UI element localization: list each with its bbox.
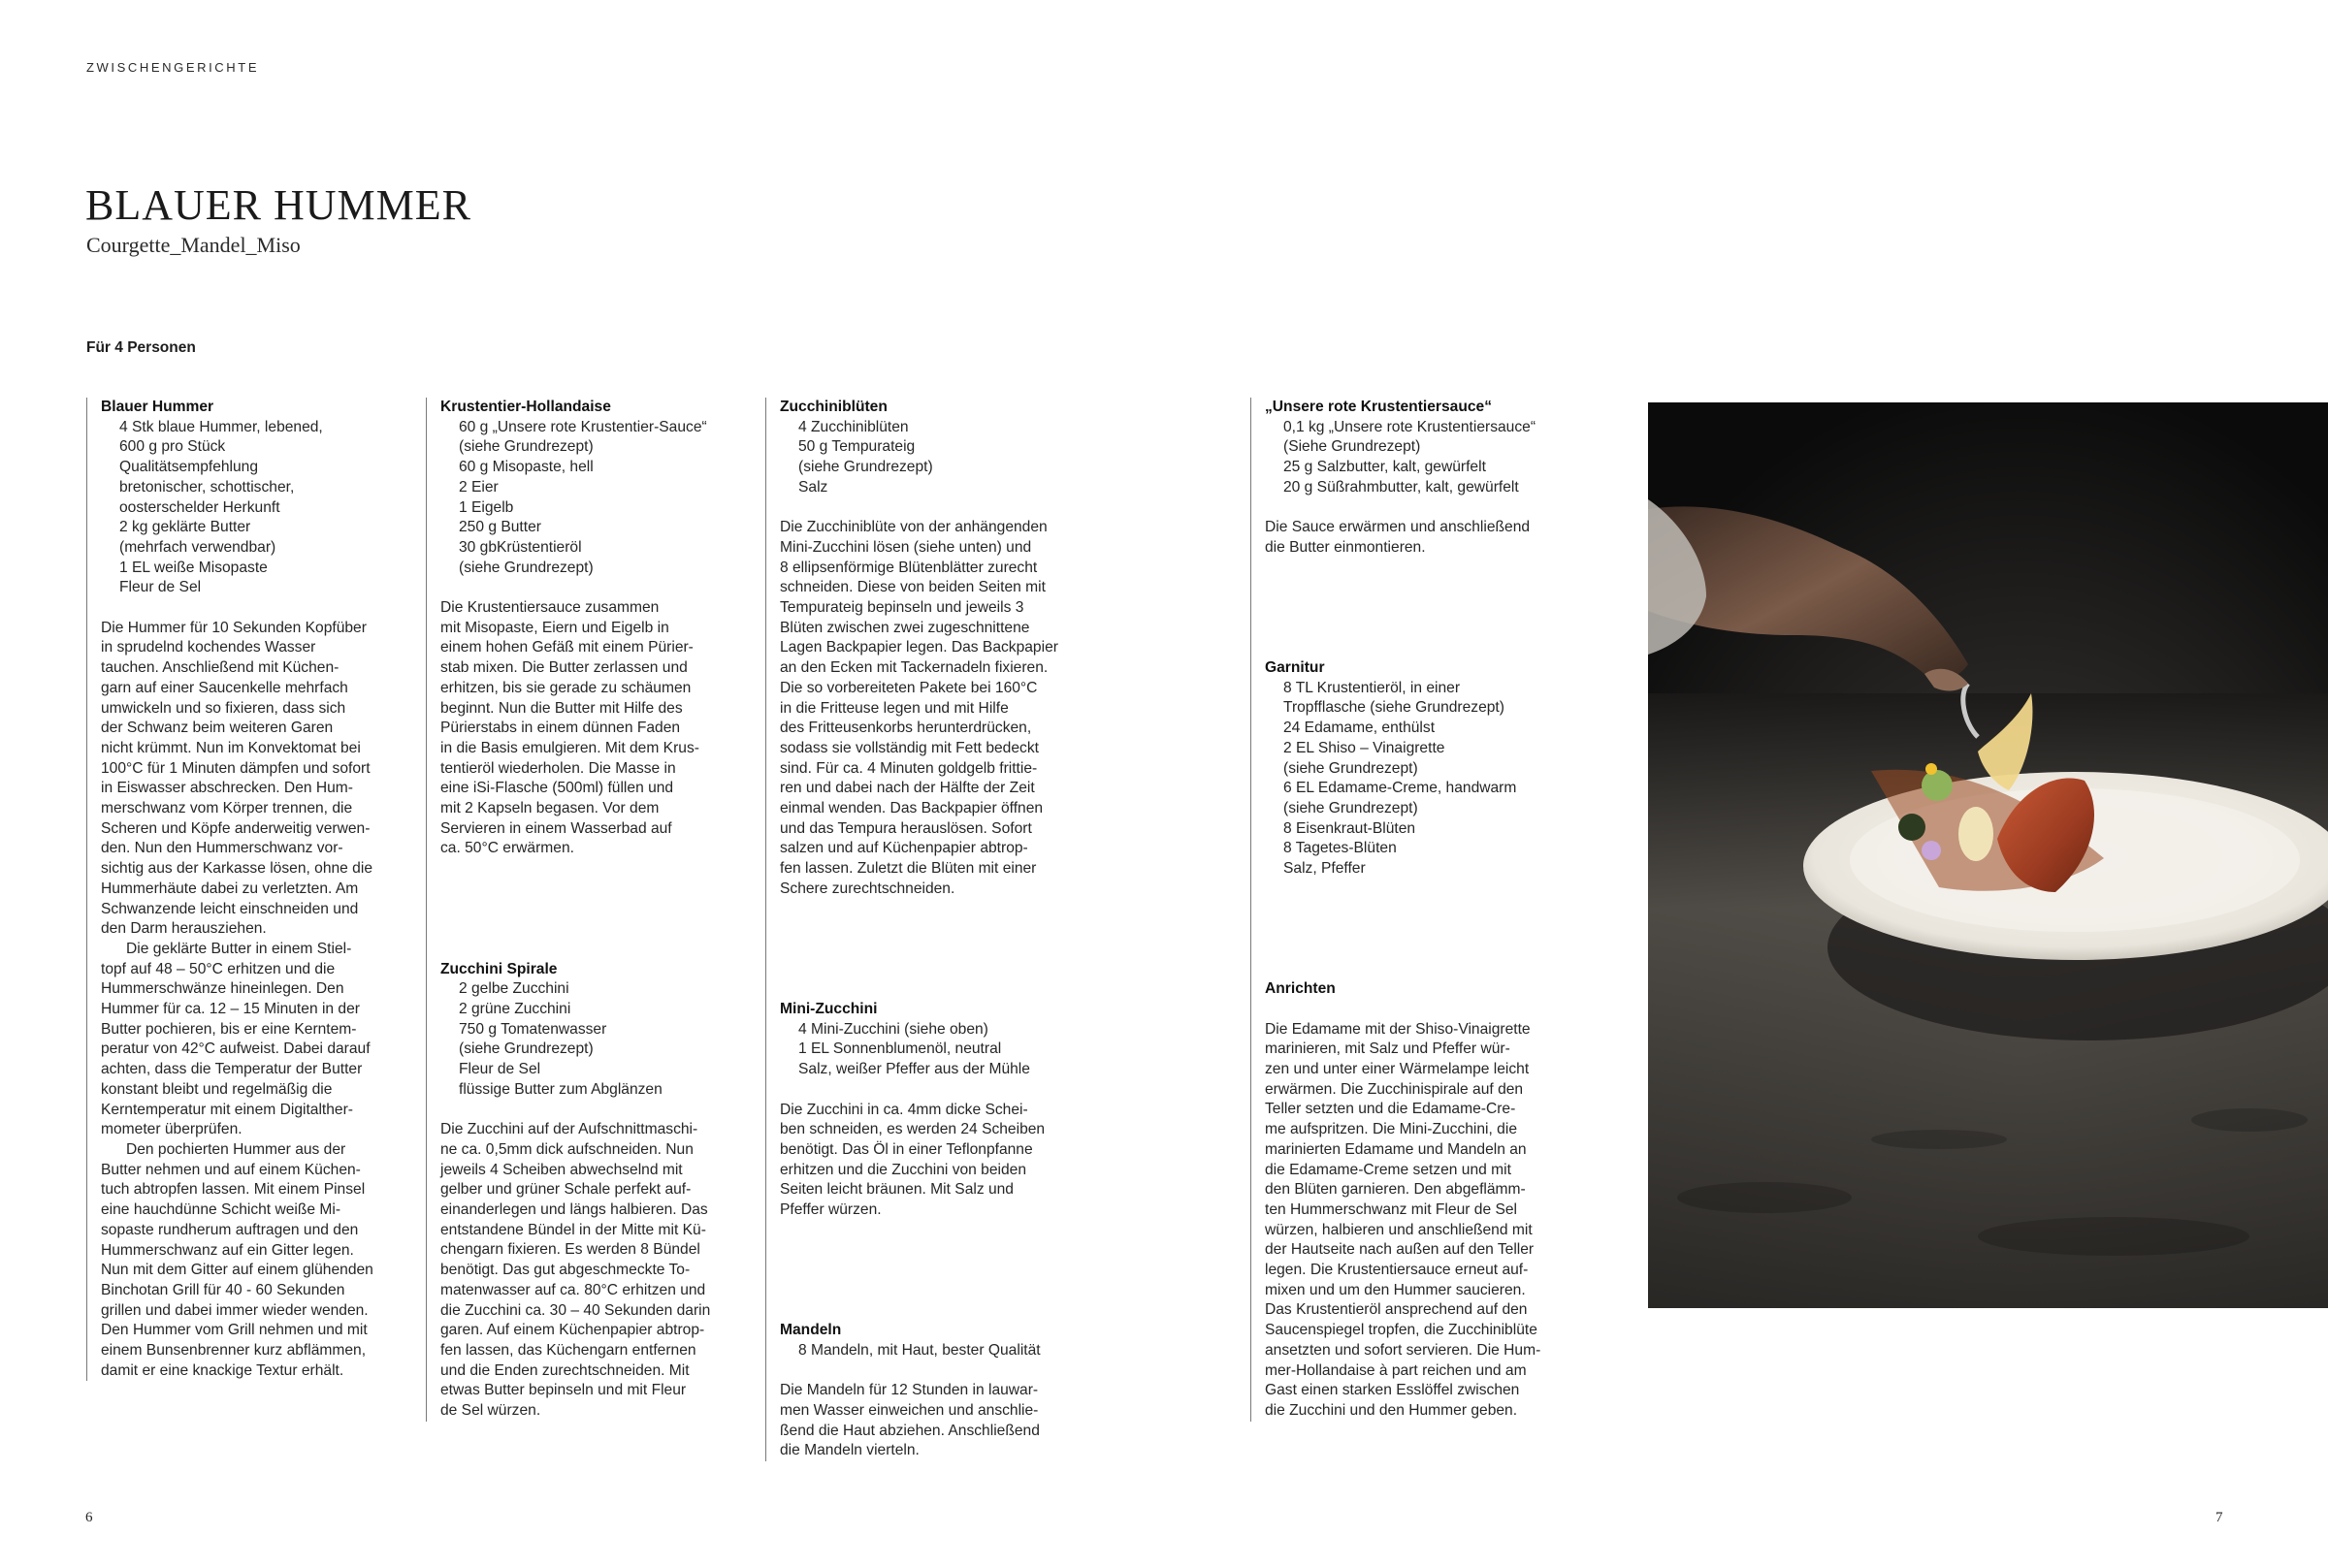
ingredient-line: 250 g Butter (459, 519, 541, 536)
recipe-block (1265, 578, 1570, 598)
ingredient-line: 2 EL Shiso – Vinaigrette (1283, 739, 1445, 756)
ingredient-line: 1 EL weiße Misopaste (119, 559, 268, 576)
text-line: schneiden. Diese von beiden Seiten mit (780, 579, 1046, 596)
text-line: ben schneiden, es werden 24 Scheiben (780, 1121, 1046, 1138)
text-line: ca. 50°C erwärmen. (440, 840, 574, 857)
text-line: einem Bunsenbrenner kurz abflämmen, (101, 1342, 367, 1360)
text-line: in sprudelnd kochendes Wasser (101, 639, 316, 656)
text-line: grillen und dabei immer wieder wenden. (101, 1301, 369, 1319)
text-line: ßend die Haut abziehen. Anschließend (780, 1422, 1040, 1439)
text-line: ten Hummerschwanz mit Fleur de Sel (1265, 1200, 1517, 1218)
page-number-left: 6 (85, 1510, 93, 1525)
text-line: Das Krustentieröl ansprechend auf den (1265, 1301, 1528, 1319)
text-line: Die Sauce erwärmen und anschließend (1265, 519, 1531, 536)
ingredient-line: (siehe Grundrezept) (1283, 799, 1418, 816)
ingredient-line: 750 g Tomatenwasser (459, 1020, 607, 1038)
text-line: die Edamame-Creme setzen und mit (1265, 1161, 1511, 1178)
text-line (780, 1240, 1085, 1261)
recipe-block (780, 518, 1085, 899)
recipe-block (101, 619, 403, 1382)
text-line: matenwasser auf ca. 80°C erhitzen und (440, 1281, 706, 1298)
text-line: Teller setzten und die Edamame-Cre- (1265, 1101, 1516, 1118)
recipe-block (780, 1000, 1085, 1080)
text-line: achten, dass die Temperatur der Butter (101, 1061, 363, 1078)
text-line: und die Enden zurechtschneiden. Mit (440, 1361, 690, 1379)
text-line: mit Misopaste, Eiern und Eigelb in (440, 619, 669, 636)
text-line: eine iSi-Flasche (500ml) füllen und (440, 780, 674, 797)
text-line: Die so vorbereiteten Pakete bei 160°C (780, 679, 1038, 696)
recipe-column-4 (1250, 398, 1570, 1422)
text-line: und das Tempura herauslösen. Sofort (780, 819, 1032, 837)
block-heading: Zucchini Spirale (440, 960, 558, 977)
text-line: erwärmen. Die Zucchinispirale auf den (1265, 1080, 1524, 1098)
text-line: marinieren, mit Salz und Pfeffer wür- (1265, 1040, 1510, 1058)
text-line: Die Hummer für 10 Sekunden Kopfüber (101, 619, 367, 636)
text-line: Die Edamame mit der Shiso-Vinaigrette (1265, 1020, 1531, 1038)
block-heading: Krustentier-Hollandaise (440, 399, 611, 415)
ingredient-line: (mehrfach verwendbar) (119, 538, 276, 556)
ingredient-line: 60 g Misopaste, hell (459, 459, 594, 476)
text-line: Butter nehmen und auf einem Küchen- (101, 1161, 361, 1178)
ingredient-line: 4 Zucchiniblüten (798, 418, 909, 435)
text-line (780, 960, 1085, 980)
recipe-subtitle: Courgette_Mandel_Miso (86, 233, 301, 257)
ingredient-line: bretonischer, schottischer, (119, 478, 295, 496)
recipe-block (780, 1281, 1085, 1301)
text-line: Den Hummer vom Grill nehmen und mit (101, 1322, 368, 1339)
recipe-block (780, 919, 1085, 940)
text-line: chengarn fixieren. Es werden 8 Bündel (440, 1241, 700, 1259)
recipe-block (780, 1321, 1085, 1360)
text-line: Binchotan Grill für 40 - 60 Sekunden (101, 1281, 345, 1298)
text-line: Hummerhäute dabei zu verletzten. Am (101, 880, 359, 897)
ingredient-line: 1 Eigelb (459, 498, 514, 516)
ingredient-line: 30 gbKrüstentieröl (459, 538, 582, 556)
text-line: den. Nun den Hummerschwanz vor- (101, 840, 343, 857)
recipe-block (1265, 899, 1570, 919)
ingredient-line: 8 Eisenkraut-Blüten (1283, 819, 1416, 837)
recipe-block (1265, 1020, 1570, 1422)
block-heading: Anrichten (1265, 980, 1336, 998)
dish-photo (1648, 402, 2328, 1308)
text-line: Die geklärte Butter in einem Stiel- (101, 940, 352, 957)
text-line: nicht krümmt. Nun im Konvektomat bei (101, 739, 361, 756)
recipe-block (1265, 518, 1570, 558)
text-line: ansetzten und sofort servieren. Die Hum- (1265, 1341, 1541, 1359)
text-line: die Butter einmontieren. (1265, 538, 1426, 556)
recipe-block (780, 1101, 1085, 1221)
text-line: Saucenspiegel tropfen, die Zucchiniblüte (1265, 1322, 1537, 1339)
ingredient-line: 25 g Salzbutter, kalt, gewürfelt (1283, 459, 1486, 476)
ingredient-line: flüssige Butter zum Abglänzen (459, 1080, 663, 1098)
recipe-block (1265, 398, 1570, 498)
recipe-block (1265, 619, 1570, 639)
ingredient-line: Fleur de Sel (119, 579, 202, 596)
text-line: Die Mandeln für 12 Stunden in lauwar- (780, 1382, 1039, 1399)
ingredient-line: 50 g Tempurateig (798, 438, 916, 456)
text-line: Den pochierten Hummer aus der (101, 1141, 346, 1158)
block-heading: Blauer Hummer (101, 399, 214, 415)
text-line: mometer überprüfen. (101, 1121, 242, 1138)
text-line: Tempurateig bepinseln und jeweils 3 (780, 599, 1024, 617)
plated-lobster-image (1648, 402, 2328, 1308)
text-line: tentieröl wiederholen. Die Masse in (440, 759, 676, 777)
recipe-block (1265, 658, 1570, 880)
text-line: 8 ellipsenförmige Blütenblätter zurecht (780, 559, 1038, 576)
text-line: tauchen. Anschließend mit Küchen- (101, 659, 340, 677)
text-line: den Darm herausziehen. (101, 920, 267, 938)
text-line: Die Zucchiniblüte von der anhängenden (780, 519, 1048, 536)
text-line: der Hautseite nach außen auf den Teller (1265, 1241, 1535, 1259)
recipe-block (440, 880, 742, 900)
ingredient-line: (siehe Grundrezept) (1283, 759, 1418, 777)
recipe-block (1265, 940, 1570, 960)
text-line: Pürierstabs in einem dünnen Faden (440, 720, 681, 737)
recipe-block (780, 398, 1085, 498)
text-line: erhitzen und die Zucchini von beiden (780, 1161, 1026, 1178)
block-heading: Zucchiniblüten (780, 399, 888, 415)
text-line: garen. Auf einem Küchenpapier abtrop- (440, 1322, 705, 1339)
text-line: benötigt. Das gut abgeschmeckte To- (440, 1262, 691, 1279)
text-line: 100°C für 1 Minuten dämpfen und sofort (101, 759, 371, 777)
text-line: sopaste rundherum auftragen und den (101, 1221, 359, 1238)
text-line (1265, 619, 1570, 639)
ingredient-line: Salz (798, 478, 828, 496)
text-line: de Sel würzen. (440, 1402, 541, 1420)
text-line: Hummerschwänze hineinlegen. Den (101, 980, 344, 998)
recipe-block (780, 1240, 1085, 1261)
text-line: einanderlegen und längs halbieren. Das (440, 1201, 708, 1219)
text-line: den Blüten garnieren. Den abgeflämm- (1265, 1181, 1526, 1199)
text-line: konstant bleibt und regelmäßig die (101, 1080, 333, 1098)
text-line: die Mandeln vierteln. (780, 1442, 920, 1459)
text-line: sichtig aus der Karkasse lösen, ohne die (101, 860, 372, 878)
text-line: des Fritteusenkorbs herunterdrücken, (780, 720, 1032, 737)
text-line (1265, 940, 1570, 960)
recipe-column-2 (426, 398, 742, 1422)
ingredient-line: (siehe Grundrezept) (459, 1040, 594, 1058)
ingredient-line: 4 Stk blaue Hummer, lebened, (119, 418, 323, 435)
section-label: ZWISCHENGERICHTE (86, 60, 260, 75)
ingredient-line: 0,1 kg „Unsere rote Krustentiersauce“ (1283, 418, 1536, 435)
text-line: Scheren und Köpfe anderweitig verwen- (101, 819, 371, 837)
block-heading: „Unsere rote Krustentiersauce“ (1265, 399, 1492, 415)
recipe-block (780, 960, 1085, 980)
text-line: sind. Für ca. 4 Minuten goldgelb frittie- (780, 759, 1038, 777)
ingredient-line: 24 Edamame, enthülst (1283, 720, 1436, 737)
text-line: Hummer für ca. 12 – 15 Minuten in der (101, 1001, 360, 1018)
block-heading: Mandeln (780, 1322, 842, 1339)
text-line: die Zucchini ca. 30 – 40 Sekunden darin (440, 1301, 711, 1319)
text-line: me aufspritzen. Die Mini-Zucchini, die (1265, 1121, 1517, 1138)
text-line (780, 1281, 1085, 1301)
recipe-block (780, 1381, 1085, 1461)
recipe-block (440, 598, 742, 859)
block-heading: Mini-Zucchini (780, 1001, 878, 1017)
recipe-block (440, 919, 742, 940)
ingredient-line: 2 kg geklärte Butter (119, 519, 251, 536)
text-line: Schere zurechtschneiden. (780, 880, 955, 897)
text-line: salzen und auf Küchenpapier abtrop- (780, 840, 1028, 857)
text-line: Pfeffer würzen. (780, 1201, 882, 1219)
text-line: topf auf 48 – 50°C erhitzen und die (101, 960, 336, 977)
ingredient-line: Fleur de Sel (459, 1061, 541, 1078)
ingredient-line: (siehe Grundrezept) (798, 459, 933, 476)
text-line: ren und dabei nach der Hälfte der Zeit (780, 780, 1035, 797)
ingredient-line: 8 Mandeln, mit Haut, bester Qualität (798, 1341, 1041, 1359)
text-line: eine hauchdünne Schicht weiße Mi- (101, 1201, 341, 1219)
text-line: merschwanz vom Körper trennen, die (101, 800, 353, 817)
text-line (780, 919, 1085, 940)
recipe-block (440, 1120, 742, 1422)
ingredient-line: 2 gelbe Zucchini (459, 980, 569, 998)
text-line: ne ca. 0,5mm dick aufschneiden. Nun (440, 1140, 694, 1158)
text-line: einem hohen Gefäß mit einem Pürier- (440, 639, 694, 656)
text-line: damit er eine knackige Textur erhält. (101, 1361, 344, 1379)
text-line: würzen, halbieren und anschließend mit (1265, 1221, 1533, 1238)
text-line: mixen und um den Hummer saucieren. (1265, 1281, 1526, 1298)
page-number-right: 7 (2215, 1510, 2223, 1525)
ingredient-line: 8 Tagetes-Blüten (1283, 840, 1397, 857)
ingredient-line: 6 EL Edamame-Creme, handwarm (1283, 780, 1517, 797)
text-line: in die Fritteuse legen und mit Hilfe (780, 699, 1009, 717)
recipe-block (440, 960, 742, 1101)
text-line (1265, 899, 1570, 919)
text-line: Blüten zwischen zwei zugeschnittene (780, 619, 1030, 636)
recipe-column-1 (86, 398, 403, 1381)
text-line: fen lassen. Zuletzt die Blüten mit einer (780, 860, 1037, 878)
text-line: in die Basis emulgieren. Mit dem Krus- (440, 739, 699, 756)
text-line: Nun mit dem Gitter auf einem glühenden (101, 1262, 373, 1279)
text-line: peratur von 42°C aufweist. Dabei darauf (101, 1040, 371, 1058)
text-line: mer-Hollandaise à part reichen und am (1265, 1361, 1527, 1379)
text-line: marinierten Edamame und Mandeln an (1265, 1140, 1527, 1158)
text-line: an den Ecken mit Tackernadeln fixieren. (780, 659, 1049, 677)
ingredient-line: (siehe Grundrezept) (459, 559, 594, 576)
text-line: Hummerschwanz auf ein Gitter legen. (101, 1241, 354, 1259)
ingredient-line: Qualitätsempfehlung (119, 459, 259, 476)
text-line: Schwanzende leicht einschneiden und (101, 900, 359, 917)
text-line: Mini-Zucchini lösen (siehe unten) und (780, 538, 1032, 556)
text-line (440, 880, 742, 900)
ingredient-line: 4 Mini-Zucchini (siehe oben) (798, 1020, 988, 1038)
text-line: Servieren in einem Wasserbad auf (440, 819, 672, 837)
text-line: fen lassen, das Küchengarn entfernen (440, 1341, 696, 1359)
block-heading: Garnitur (1265, 659, 1325, 677)
text-line: Kerntemperatur mit einem Digitalther- (101, 1101, 353, 1118)
recipe-block (1265, 979, 1570, 1000)
ingredient-line: Salz, weißer Pfeffer aus der Mühle (798, 1061, 1030, 1078)
servings-label: Für 4 Personen (86, 339, 196, 356)
ingredient-line: 600 g pro Stück (119, 438, 226, 456)
ingredient-line: 1 EL Sonnenblumenöl, neutral (798, 1040, 1002, 1058)
text-line: mit 2 Kapseln begasen. Vor dem (440, 800, 660, 817)
text-line: einmal wenden. Das Backpapier öffnen (780, 800, 1044, 817)
ingredient-line: 2 Eier (459, 478, 499, 496)
text-line: Butter pochieren, bis er eine Kerntem- (101, 1020, 357, 1038)
text-line: men Wasser einweichen und anschlie- (780, 1401, 1039, 1419)
text-line: Lagen Backpapier legen. Das Backpapier (780, 639, 1058, 656)
recipe-block (101, 398, 403, 598)
text-line: erhitzen, bis sie gerade zu schäumen (440, 679, 692, 696)
recipe-column-3 (765, 398, 1085, 1461)
ingredient-line: 20 g Süßrahmbutter, kalt, gewürfelt (1283, 478, 1519, 496)
text-line: jeweils 4 Scheiben abwechselnd mit (440, 1161, 683, 1178)
text-line: Die Krustentiersauce zusammen (440, 599, 660, 617)
recipe-title: BLAUER HUMMER (85, 181, 472, 229)
text-line: der Schwanz beim weiteren Garen (101, 720, 334, 737)
text-line: sodass sie vollständig mit Fett bedeckt (780, 739, 1039, 756)
text-line: benötigt. Das Öl in einer Teflonpfanne (780, 1140, 1033, 1158)
text-line (1265, 578, 1570, 598)
text-line: die Zucchini und den Hummer geben. (1265, 1401, 1518, 1419)
text-line: beginnt. Nun die Butter mit Hilfe des (440, 699, 683, 717)
text-line: zen und unter einer Wärmelampe leicht (1265, 1061, 1530, 1078)
text-line: umwickeln und so fixieren, dass sich (101, 699, 346, 717)
text-line: etwas Butter bepinseln und mit Fleur (440, 1382, 687, 1399)
ingredient-line: Tropfflasche (siehe Grundrezept) (1283, 699, 1504, 717)
ingredient-line: oosterschelder Herkunft (119, 498, 280, 516)
text-line: in Eiswasser abschrecken. Den Hum- (101, 780, 353, 797)
text-line: Die Zucchini in ca. 4mm dicke Schei- (780, 1101, 1028, 1118)
text-line: stab mixen. Die Butter zerlassen und (440, 659, 688, 677)
ingredient-line: (Siehe Grundrezept) (1283, 438, 1421, 456)
text-line: gelber und grüner Schale perfekt auf- (440, 1181, 692, 1199)
text-line: Gast einen starken Esslöffel zwischen (1265, 1382, 1520, 1399)
text-line: garn auf einer Saucenkelle mehrfach (101, 679, 348, 696)
text-line: tuch abtropfen lassen. Mit einem Pinsel (101, 1181, 366, 1199)
recipe-block (440, 398, 742, 578)
ingredient-line: 8 TL Krustentieröl, in einer (1283, 679, 1461, 696)
ingredient-line: 60 g „Unsere rote Krustentier-Sauce“ (459, 418, 707, 435)
ingredient-line: 2 grüne Zucchini (459, 1001, 571, 1017)
text-line (440, 919, 742, 940)
text-line: legen. Die Krustentiersauce erneut auf- (1265, 1262, 1529, 1279)
text-line: Seiten leicht bräunen. Mit Salz und (780, 1181, 1014, 1199)
ingredient-line: Salz, Pfeffer (1283, 860, 1366, 878)
text-line: Die Zucchini auf der Aufschnittmaschi- (440, 1121, 698, 1138)
text-line: entstandene Bündel in der Mitte mit Kü- (440, 1221, 706, 1238)
ingredient-line: (siehe Grundrezept) (459, 438, 594, 456)
